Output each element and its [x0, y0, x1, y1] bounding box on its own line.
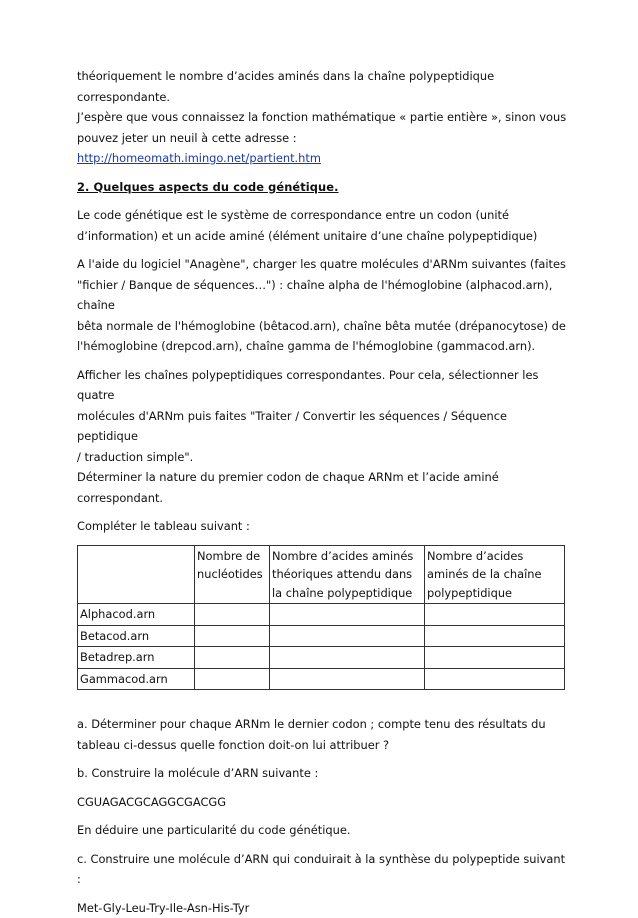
table-header-cell: Nombre d’acides aminés théoriques attendu dans la chaîne polypeptidique	[270, 545, 425, 604]
section-2-heading: 2. Quelques aspects du code génétique.	[77, 177, 567, 198]
table-cell[interactable]	[425, 668, 565, 690]
table-cell[interactable]	[195, 668, 270, 690]
table-cell[interactable]	[425, 625, 565, 647]
polypeptide-sequence: Met-Gly-Leu-Try-Ile-Asn-His-Tyr	[77, 898, 567, 918]
rna-sequence: CGUAGACGCAGGCGACGG	[77, 792, 567, 813]
table-cell[interactable]	[270, 668, 425, 690]
table-cell[interactable]	[425, 604, 565, 626]
question-c: c. Construire une molécule d’ARN qui conduirait à la synthèse du polypeptide suivant :	[77, 849, 567, 890]
table-row-label: Betacod.arn	[78, 625, 195, 647]
anagene-line-3: bêta normale de l'hémoglobine (bêtacod.arn), chaîne bêta mutée (drépanocytose) de	[77, 316, 567, 337]
definition-line-2: d’information) et un acide aminé (élément unitaire d’une chaîne polypeptidique)	[77, 226, 567, 247]
intro-line-3: pouvez jeter un neuil à cette adresse :	[77, 128, 567, 149]
anagene-line-4: l'hémoglobine (drepcod.arn), chaîne gamma de l'hémoglobine (gammacod.arn).	[77, 336, 567, 357]
intro-line-2: J’espère que vous connaissez la fonction mathématique « partie entière », sinon vous	[77, 107, 567, 128]
question-b: b. Construire la molécule d’ARN suivante :	[77, 763, 567, 784]
intro-line-1: théoriquement le nombre d’acides aminés dans la chaîne polypeptidique correspondante.	[77, 66, 567, 107]
table-cell[interactable]	[195, 647, 270, 669]
table-header-cell: Nombre de nucléotides	[195, 545, 270, 604]
table-row-label: Betadrep.arn	[78, 647, 195, 669]
table-cell[interactable]	[195, 604, 270, 626]
partient-link[interactable]: http://homeomath.imingo.net/partient.htm	[77, 151, 321, 165]
table-row	[78, 647, 565, 669]
anagene-line-1: A l'aide du logiciel "Anagène", charger les quatre molécules d'ARNm suivantes (faites	[77, 254, 567, 275]
table-row	[78, 604, 565, 626]
question-a-line-1: a. Déterminer pour chaque ARNm le dernier codon ; compte tenu des résultats du	[77, 714, 567, 735]
question-b-deduce: En déduire une particularité du code génétique.	[77, 820, 567, 841]
table-row	[78, 625, 565, 647]
display-line-3: / traduction simple".	[77, 447, 567, 468]
table-cell[interactable]	[270, 625, 425, 647]
table-row-label: Gammacod.arn	[78, 668, 195, 690]
question-a-line-2: tableau ci-dessus quelle fonction doit-on lui attribuer ?	[77, 735, 567, 756]
table-cell[interactable]	[270, 647, 425, 669]
table-cell[interactable]	[270, 604, 425, 626]
table-row-label: Alphacod.arn	[78, 604, 195, 626]
anagene-line-2: "fichier / Banque de séquences…") : chaîne alpha de l'hémoglobine (alphacod.arn), chaîne	[77, 275, 567, 316]
display-line-1: Afficher les chaînes polypeptidiques correspondantes. Pour cela, sélectionner les quatre	[77, 365, 567, 406]
table-cell[interactable]	[195, 625, 270, 647]
table-cell[interactable]	[425, 647, 565, 669]
display-line-2: molécules d'ARNm puis faites "Traiter / Convertir les séquences / Séquence peptidique	[77, 406, 567, 447]
results-table	[77, 545, 565, 691]
document-page	[77, 66, 567, 918]
partient-link-line	[77, 148, 567, 169]
table-header-cell	[78, 545, 195, 604]
table-header-row	[78, 545, 565, 604]
table-row	[78, 668, 565, 690]
definition-line-1: Le code génétique est le système de correspondance entre un codon (unité	[77, 205, 567, 226]
display-line-4: Déterminer la nature du premier codon de chaque ARNm et l’acide aminé correspondant.	[77, 467, 567, 508]
table-header-cell: Nombre d’acides aminés de la chaîne polypeptidique	[425, 545, 565, 604]
complete-table-instruction: Compléter le tableau suivant :	[77, 516, 567, 537]
